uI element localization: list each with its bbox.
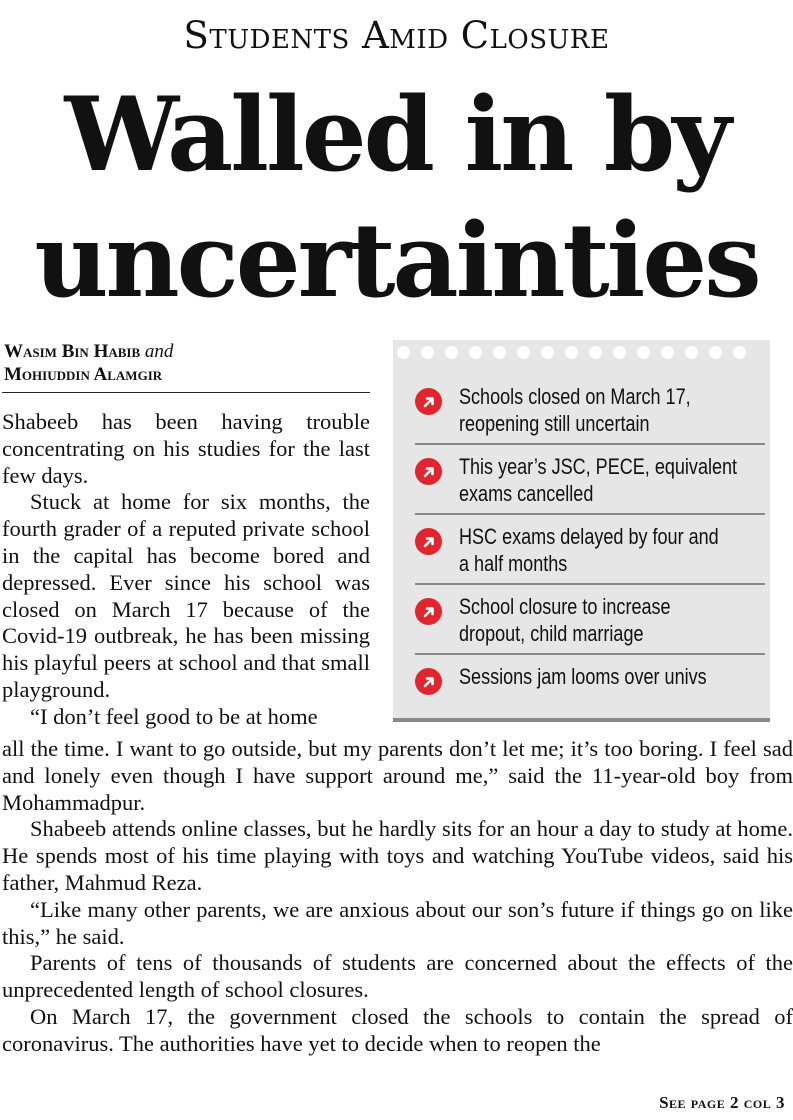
- highlight-text: School closure to increase dropout, child marriage: [459, 594, 671, 646]
- notepad-hole: [469, 346, 482, 359]
- jump-line: See page 2 col 3: [659, 1093, 785, 1112]
- highlight-item: [415, 663, 765, 701]
- author-1: Wasim Bin Habib: [4, 341, 141, 362]
- paragraph: On March 17, the government closed the schools to contain the spread of coronavirus. The authorities have yet to decide when to reopen the: [2, 1003, 793, 1056]
- arrow-bullet-icon: [415, 668, 442, 695]
- highlight-text: This year’s JSC, PECE, equivalent exams cancelled: [459, 454, 738, 506]
- highlight-text: HSC exams delayed by four and a half months: [459, 524, 719, 576]
- arrow-bullet-icon: [415, 388, 442, 415]
- byline-divider: [2, 392, 370, 393]
- paragraph: “I don’t feel good to be at home: [30, 703, 318, 729]
- highlight-item: [415, 383, 765, 445]
- highlight-item: [415, 593, 765, 655]
- paragraph: all the time. I want to go outside, but my parents don’t let me; it’s too boring. I feel sad and lonely even though I have support around me,” said the 11-year-old boy from Mohammadpur.: [2, 736, 793, 815]
- notepad-hole: [565, 346, 578, 359]
- headline-line-2: uncertainties: [34, 201, 759, 321]
- highlights-list: [415, 383, 765, 709]
- paragraph: Shabeeb has been having trouble concentrating on his studies for the last few days.: [2, 409, 370, 488]
- notepad-hole: [421, 346, 434, 359]
- notepad-hole: [685, 346, 698, 359]
- notepad-hole: [517, 346, 530, 359]
- headline-line-1: Walled in by: [64, 75, 729, 195]
- kicker: Students Amid Closure: [183, 14, 610, 57]
- notepad-hole: [733, 346, 746, 359]
- notepad-hole: [397, 346, 410, 359]
- paragraph: Shabeeb attends online classes, but he hardly sits for an hour a day to study at home. He spends most of his time playing with toys and watching YouTube videos, said his father, Mahmud Reza.: [2, 816, 793, 895]
- notepad-hole: [661, 346, 674, 359]
- headline: [0, 72, 793, 324]
- notepad-hole: [613, 346, 626, 359]
- article-column: [2, 409, 370, 731]
- notepad-hole: [589, 346, 602, 359]
- byline-conjunction: and: [144, 341, 174, 362]
- notepad-hole: [637, 346, 650, 359]
- arrow-bullet-icon: [415, 598, 442, 625]
- arrow-bullet-icon: [415, 528, 442, 555]
- paragraph: Parents of tens of thousands of students are concerned about the effects of the unprecedented length of school closures.: [2, 950, 793, 1003]
- notepad-hole: [709, 346, 722, 359]
- notepad-hole: [541, 346, 554, 359]
- article-continuation: [2, 736, 793, 1058]
- paragraph: “Like many other parents, we are anxious about our son’s future if things go on like this,” he said.: [2, 896, 793, 949]
- paragraph: Stuck at home for six months, the fourth grader of a reputed private school in the capital has become bored and depressed. Ever since his school was closed on March 17 because of the Covid-19 outbreak, he has been missing his playful peers at school and that small playground.: [2, 489, 370, 702]
- notepad-hole: [445, 346, 458, 359]
- byline: [4, 340, 370, 386]
- notepad-hole: [493, 346, 506, 359]
- highlight-text: Sessions jam looms over univs: [459, 664, 707, 689]
- arrow-bullet-icon: [415, 458, 442, 485]
- author-2: Mohiuddin Alamgir: [4, 364, 163, 385]
- highlight-text: Schools closed on March 17, reopening still uncertain: [459, 384, 691, 436]
- highlights-box: [393, 340, 770, 722]
- highlight-item: [415, 523, 765, 585]
- highlight-item: [415, 453, 765, 515]
